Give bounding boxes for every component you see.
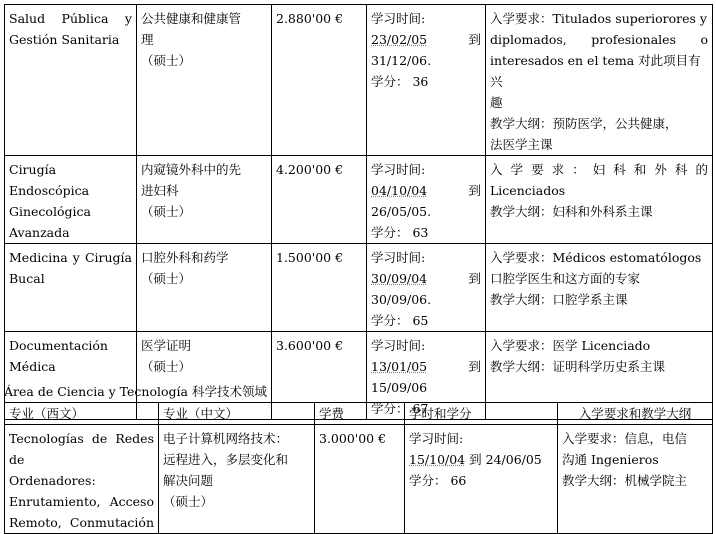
chinese-name-line: 内窥镜外科中的先 [141, 162, 242, 177]
table-row [5, 244, 713, 332]
end-date: 31/12/06. [371, 53, 432, 68]
spanish-name-cell [5, 425, 159, 534]
degree-label: （硕士） [141, 53, 192, 68]
degree-label: （硕士） [141, 204, 192, 219]
requirement-line: 教学大纲：机械学院主 [562, 473, 688, 488]
start-date: 15/10/04 [409, 452, 466, 467]
start-date: 13/01/05 [371, 359, 428, 374]
spanish-name-line: Remoto, Conmutación [9, 515, 154, 530]
header-requirements: 入学要求和教学大纲 [558, 403, 713, 425]
requirement-line: 入学要求：信息，电信 [562, 431, 688, 446]
credits: 学分： 66 [409, 473, 467, 488]
to-label: 到 [468, 32, 481, 47]
fee-value: 4.200'00 € [276, 162, 344, 177]
header-study: 学时和学分 [405, 403, 558, 425]
study-time-label: 学习时间: [371, 11, 426, 26]
study-cell [367, 244, 486, 332]
spanish-name-line: Avanzada [9, 225, 70, 240]
spanish-name-line: Enrutamiento, Acceso [9, 494, 154, 509]
requirements-cell [486, 156, 713, 244]
requirements-cell [558, 425, 713, 534]
requirement-line: 教学大纲：妇科和外科系主课 [490, 204, 653, 219]
requirement-line: 法医学主课 [490, 137, 553, 152]
table-row [5, 156, 713, 244]
spanish-name-line: Ordenadores: [9, 473, 96, 488]
requirement-line: 教学大纲：预防医学，公共健康， [490, 116, 678, 131]
study-time-label: 学习时间: [371, 250, 426, 265]
requirement-line: 教学大纲：口腔学系主课 [490, 292, 628, 307]
start-date: 04/10/04 [371, 183, 428, 198]
fee-cell [272, 5, 367, 156]
chinese-name-cell [137, 244, 272, 332]
credits: 学分： 36 [371, 74, 429, 89]
spanish-name-line: Ginecológica [9, 204, 91, 219]
to-label: 到 [468, 359, 481, 374]
chinese-name-line: 进妇科 [141, 183, 179, 198]
chinese-name-line: 公共健康和健康管 [141, 11, 242, 26]
spanish-name-line: Tecnologías de Redes de [9, 431, 154, 467]
requirement-line: 入 学 要 求 ： 妇 科 和 外 科 的 [490, 162, 708, 177]
to-label: 到 [468, 271, 481, 286]
study-cell [367, 156, 486, 244]
fee-cell [272, 244, 367, 332]
header-row [5, 403, 713, 425]
end-date: 26/05/05. [371, 204, 432, 219]
study-time-label: 学习时间: [371, 338, 426, 353]
study-time-label: 学习时间: [371, 162, 426, 177]
requirement-line: 趣 [490, 95, 503, 110]
requirements-cell [486, 5, 713, 156]
end-date: 30/09/06. [371, 292, 432, 307]
programs-table-health [4, 4, 713, 420]
requirement-line: 入学要求：Titulados superiorores y [490, 11, 707, 26]
credits: 学分： 63 [371, 225, 429, 240]
requirement-line: interesados en el tema 对此项目有兴 [490, 53, 701, 89]
chinese-name-cell [159, 425, 315, 534]
spanish-name-cell [5, 244, 137, 332]
study-time-label: 学习时间: [409, 431, 464, 446]
degree-label: （硕士） [141, 271, 192, 286]
requirement-line: Licenciados [490, 183, 566, 198]
requirement-line: 入学要求：医学 Licenciado [490, 338, 651, 353]
chinese-name-line: 解决问题 [163, 473, 214, 488]
fee-cell [272, 156, 367, 244]
chinese-name-line: 远程进入，多层变化和 [163, 452, 289, 467]
credits: 学分： 65 [371, 313, 429, 328]
table-row [5, 425, 713, 534]
header-spanish: 专业（西文） [5, 403, 159, 425]
requirements-cell [486, 244, 713, 332]
chinese-name-line: 口腔外科和药学 [141, 250, 229, 265]
spanish-name-cell [5, 156, 137, 244]
spanish-name-line: Documentación [9, 338, 108, 353]
chinese-name-line: 电子计算机网络技术： [163, 431, 289, 446]
to-label: 到 [468, 183, 481, 198]
spanish-name-line: Médica [9, 359, 56, 374]
requirement-line: 口腔学医生和这方面的专家 [490, 271, 641, 286]
fee-value: 3.600'00 € [276, 338, 344, 353]
section-caption: Área de Ciencia y Tecnología 科学技术领域 [4, 384, 267, 399]
chinese-name-line: 医学证明 [141, 338, 192, 353]
to-label: 到 [469, 452, 482, 467]
credits: 学分： 67 [371, 401, 429, 416]
study-cell [405, 425, 558, 534]
start-date: 23/02/05 [371, 32, 428, 47]
requirement-line: 教学大纲：证明科学历史系主课 [490, 359, 666, 374]
chinese-name-line: 理 [141, 32, 154, 47]
requirement-line: 沟通 Ingenieros [562, 452, 659, 467]
fee-value: 1.500'00 € [276, 250, 344, 265]
programs-table-science [4, 402, 713, 534]
spanish-name-line: Gestión Sanitaria [9, 32, 120, 47]
fee-value: 3.000'00 € [319, 431, 387, 446]
table-row [5, 5, 713, 156]
requirement-line: 入学要求：Médicos estomatólogos [490, 250, 702, 265]
chinese-name-cell [137, 156, 272, 244]
spanish-name-line: Medicina y Cirugía [9, 250, 132, 265]
spanish-name-line: Salud Pública y [9, 11, 132, 26]
degree-label: （硕士） [163, 494, 214, 509]
chinese-name-cell [137, 5, 272, 156]
study-cell [367, 5, 486, 156]
spanish-name-cell [5, 5, 137, 156]
start-date: 30/09/04 [371, 271, 428, 286]
fee-value: 2.880'00 € [276, 11, 344, 26]
degree-label: （硕士） [141, 359, 192, 374]
end-date: 15/09/06 [371, 380, 428, 395]
spanish-name-line: Cirugía Endoscópica [9, 162, 90, 198]
spanish-name-line: Bucal [9, 271, 45, 286]
end-date: 24/06/05 [485, 452, 542, 467]
header-fee: 学费 [315, 403, 405, 425]
header-chinese: 专业（中文） [159, 403, 315, 425]
requirement-line: diplomados, profesionales o [490, 32, 708, 47]
fee-cell [315, 425, 405, 534]
